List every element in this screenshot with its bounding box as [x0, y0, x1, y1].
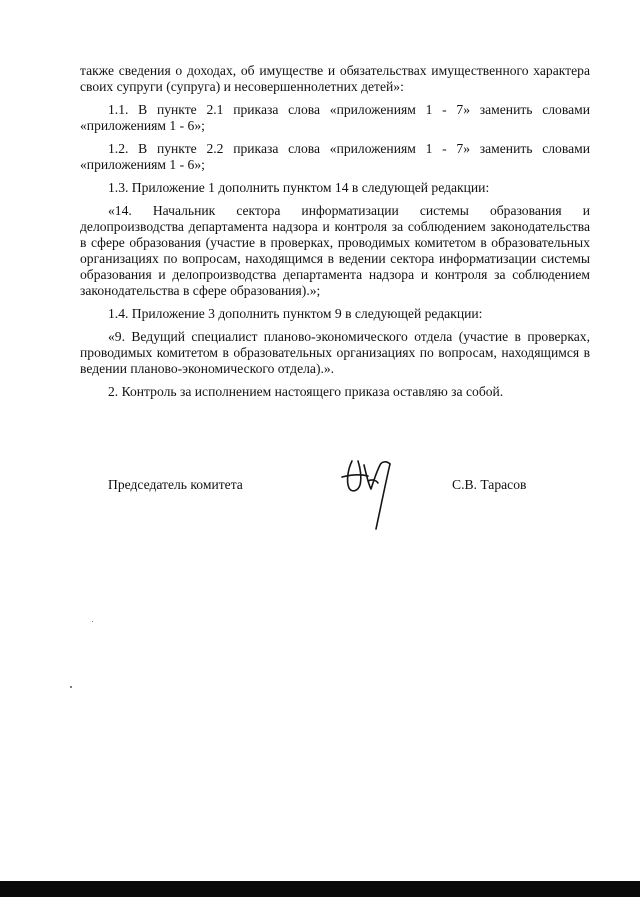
- scan-speck: [92, 621, 93, 622]
- paragraph-quote-9: «9. Ведущий специалист планово-экономического отдела (участие в проверках, проводимых комитетом в образовательных организациях по вопросам, находящимся в ведении планово-экономического отдела).».: [80, 329, 590, 376]
- paragraph-1-3: 1.3. Приложение 1 дополнить пунктом 14 в следующей редакции:: [108, 180, 490, 195]
- paragraph-quote-14: «14. Начальник сектора информатизации системы образования и делопроизводства департамента надзора и контроля за соблюдением законодательства в сфере образования (участие в проверках, проводимых комитетом в образовательных организациях по вопросам, находящимся в ведении сектора информатизации системы образования и делопроизводства департамента надзора и контроля за соблюдением законодательства в сфере образования).»;: [80, 203, 590, 298]
- signature-block: [0, 477, 640, 537]
- paragraph-continuation: также сведения о доходах, об имуществе и обязательствах имущественного характера своих супруги (супруга) и несовершеннолетних детей»:: [80, 63, 590, 94]
- signatory-title: Председатель комитета: [108, 477, 243, 492]
- paragraph-2: 2. Контроль за исполнением настоящего приказа оставляю за собой.: [108, 384, 504, 399]
- scan-speck: [70, 686, 72, 688]
- paragraph-1-1: 1.1. В пункте 2.1 приказа слова «приложениям 1 - 7» заменить словами «приложениям 1 - 6»;: [80, 102, 590, 133]
- handwritten-signature: [338, 455, 402, 535]
- scan-border-bar: [0, 881, 640, 897]
- paragraph-1-4: 1.4. Приложение 3 дополнить пунктом 9 в следующей редакции:: [108, 306, 483, 321]
- signatory-name: С.В. Тарасов: [452, 477, 527, 492]
- paragraph-1-2: 1.2. В пункте 2.2 приказа слова «приложениям 1 - 7» заменить словами «приложениям 1 - 6»;: [80, 141, 590, 172]
- document-body: [80, 63, 590, 407]
